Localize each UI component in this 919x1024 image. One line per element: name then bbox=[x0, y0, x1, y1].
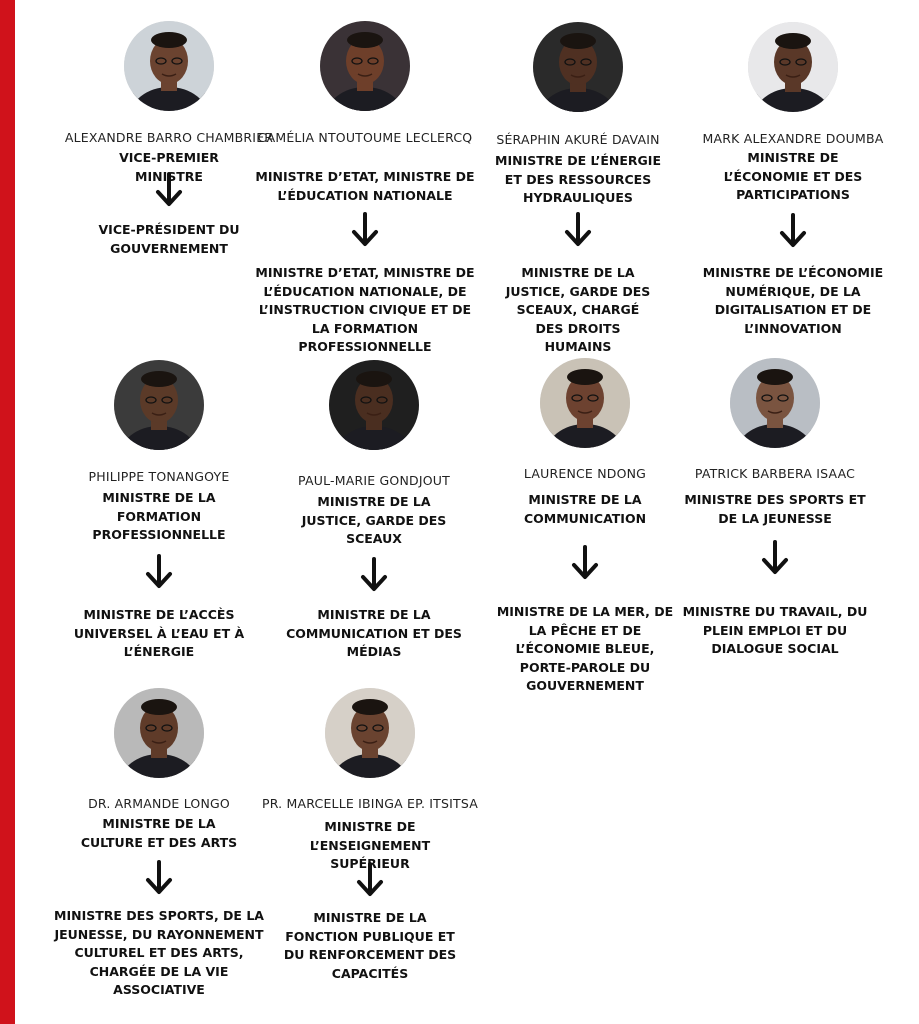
portrait-photo bbox=[730, 358, 820, 448]
new-role: MINISTRE DE LA MER, DE LA PÊCHE ET DE L’ÉCONOMIE BLEUE, PORTE-PAROLE DU GOUVERNEMENT bbox=[496, 604, 674, 693]
new-role: MINISTRE DU TRAVAIL, DU PLEIN EMPLOI ET DU DIALOGUE SOCIAL bbox=[682, 604, 868, 656]
new-role: MINISTRE DE LA JUSTICE, GARDE DES SCEAUX, CHARGÉ DES DROITS HUMAINS bbox=[505, 265, 651, 354]
previous-role: MINISTRE DES SPORTS ET DE LA JEUNESSE bbox=[684, 492, 866, 526]
portrait-photo bbox=[124, 21, 214, 111]
arrow-down-icon bbox=[759, 540, 791, 576]
new-role: MINISTRE DE LA COMMUNICATION ET DES MÉDIAS bbox=[286, 607, 462, 659]
minister-name: PR. MARCELLE IBINGA EP. ITSITSA bbox=[262, 796, 478, 811]
previous-role: MINISTRE DE L’ÉNERGIE ET DES RESSOURCES HYDRAULIQUES bbox=[495, 153, 661, 205]
previous-role: MINISTRE D’ETAT, MINISTRE DE L’ÉDUCATION NATIONALE bbox=[255, 169, 475, 203]
minister-name: DR. ARMANDE LONGO bbox=[88, 796, 230, 811]
minister-name: MARK ALEXANDRE DOUMBA bbox=[702, 131, 884, 146]
previous-role: VICE-PREMIER MINISTRE bbox=[119, 150, 219, 184]
arrow-down-icon bbox=[143, 554, 175, 590]
portrait-photo bbox=[533, 22, 623, 112]
portrait-photo bbox=[329, 360, 419, 450]
previous-role: MINISTRE DE LA COMMUNICATION bbox=[523, 492, 647, 526]
portrait-photo bbox=[114, 688, 204, 778]
new-role: MINISTRE DE LA FONCTION PUBLIQUE ET DU RENFORCEMENT DES CAPACITÉS bbox=[283, 910, 457, 981]
portrait-photo bbox=[320, 21, 410, 111]
previous-role: MINISTRE DE LA JUSTICE, GARDE DES SCEAUX bbox=[301, 494, 447, 546]
red-side-bar bbox=[0, 0, 15, 1024]
previous-role: MINISTRE DE LA CULTURE ET DES ARTS bbox=[80, 816, 238, 850]
portrait-photo bbox=[325, 688, 415, 778]
portrait-photo bbox=[114, 360, 204, 450]
arrow-down-icon bbox=[354, 862, 386, 898]
arrow-down-icon bbox=[143, 860, 175, 896]
minister-name: PAUL-MARIE GONDJOUT bbox=[298, 473, 450, 488]
previous-role: MINISTRE DE L’ÉCONOMIE ET DES PARTICIPATIONS bbox=[723, 150, 863, 202]
new-role: MINISTRE DES SPORTS, DE LA JEUNESSE, DU RAYONNEMENT CULTUREL ET DES ARTS, CHARGÉE DE LA VIE ASSOCIATIVE bbox=[54, 908, 264, 997]
minister-name: PHILIPPE TONANGOYE bbox=[88, 469, 230, 484]
arrow-down-icon bbox=[358, 557, 390, 593]
minister-name: SÉRAPHIN AKURÉ DAVAIN bbox=[496, 132, 660, 147]
arrow-down-icon bbox=[153, 172, 185, 208]
minister-name: PATRICK BARBERA ISAAC bbox=[694, 466, 856, 481]
arrow-down-icon bbox=[569, 545, 601, 581]
portrait-photo bbox=[540, 358, 630, 448]
minister-name: ALEXANDRE BARRO CHAMBRIER bbox=[64, 130, 274, 145]
previous-role: MINISTRE DE LA FORMATION PROFESSIONNELLE bbox=[92, 490, 226, 542]
minister-name: CAMÉLIA NTOUTOUME LECLERCQ bbox=[257, 130, 473, 145]
new-role: MINISTRE DE L’ÉCONOMIE NUMÉRIQUE, DE LA DIGITALISATION ET DE L’INNOVATION bbox=[702, 265, 884, 336]
minister-name: LAURENCE NDONG bbox=[523, 466, 647, 481]
arrow-down-icon bbox=[562, 212, 594, 248]
arrow-down-icon bbox=[349, 212, 381, 248]
new-role: VICE-PRÉSIDENT DU GOUVERNEMENT bbox=[98, 222, 240, 256]
arrow-down-icon bbox=[777, 213, 809, 249]
previous-role: MINISTRE DE L’ENSEIGNEMENT SUPÉRIEUR bbox=[309, 819, 431, 871]
new-role: MINISTRE D’ETAT, MINISTRE DE L’ÉDUCATION NATIONALE, DE L’INSTRUCTION CIVIQUE ET DE LA FORMATION PROFESSIONNELLE bbox=[255, 265, 475, 354]
portrait-photo bbox=[748, 22, 838, 112]
new-role: MINISTRE DE L’ACCÈS UNIVERSEL À L’EAU ET À L’ÉNERGIE bbox=[73, 607, 245, 659]
